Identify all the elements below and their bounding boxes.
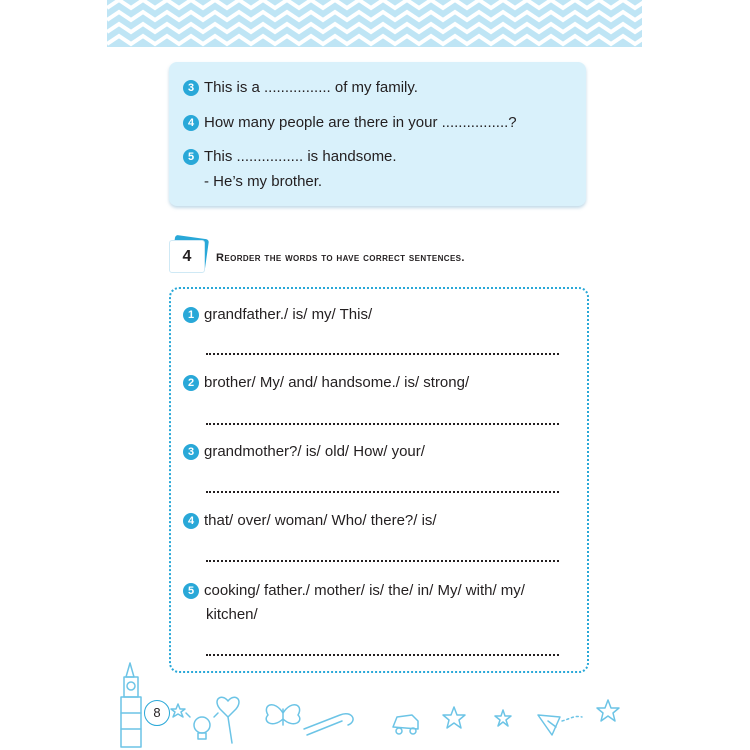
zigzag-header-band bbox=[107, 0, 642, 47]
heart-lollipop-icon bbox=[217, 697, 239, 743]
number-badge: 2 bbox=[183, 375, 199, 391]
section-number-badge bbox=[169, 237, 209, 271]
exercise-item-1 bbox=[183, 306, 372, 323]
answer-line-2[interactable] bbox=[206, 423, 559, 425]
star-icon bbox=[495, 710, 511, 726]
top-item-text: How many people are there in your ................? bbox=[204, 114, 517, 131]
section-number: 4 bbox=[169, 240, 205, 273]
answer-line-1[interactable] bbox=[206, 353, 559, 355]
exercise-item-text: cooking/ father./ mother/ is/ the/ in/ My/ with/ my/ bbox=[204, 582, 525, 599]
exercise-item-text: brother/ My/ and/ handsome./ is/ strong/ bbox=[204, 374, 470, 391]
number-badge: 5 bbox=[183, 583, 199, 599]
exercise-item-text: grandmother?/ is/ old/ How/ your/ bbox=[204, 443, 425, 460]
answer-line-3[interactable] bbox=[206, 491, 559, 493]
number-badge: 4 bbox=[183, 115, 199, 131]
exercise-item-5-cont: kitchen/ bbox=[206, 606, 258, 623]
number-badge: 5 bbox=[183, 149, 199, 165]
page-number: 8 bbox=[144, 700, 170, 726]
butterfly-icon bbox=[266, 705, 300, 725]
top-item-5 bbox=[183, 148, 397, 165]
answer-line-4[interactable] bbox=[206, 560, 559, 562]
exercise-item-4 bbox=[183, 512, 437, 529]
exercise-item-text: that/ over/ woman/ Who/ there?/ is/ bbox=[204, 512, 437, 529]
number-badge: 4 bbox=[183, 513, 199, 529]
top-item-4 bbox=[183, 114, 517, 131]
number-badge: 1 bbox=[183, 307, 199, 323]
number-badge: 3 bbox=[183, 80, 199, 96]
exercise-item-text: grandfather./ is/ my/ This/ bbox=[204, 306, 373, 323]
top-item-text: This ................ is handsome. bbox=[204, 148, 397, 165]
candy-cane-icon bbox=[304, 714, 353, 735]
top-item-5-reply: - He’s my brother. bbox=[204, 173, 323, 190]
number-badge: 3 bbox=[183, 444, 199, 460]
star-icon bbox=[171, 704, 185, 717]
paper-plane-icon bbox=[538, 715, 582, 735]
section-title: Reorder the words to have correct sentences. bbox=[216, 252, 465, 264]
exercise-item-5 bbox=[183, 582, 525, 599]
top-item-3 bbox=[183, 79, 418, 96]
star-icon bbox=[443, 707, 465, 728]
lightbulb-icon bbox=[186, 713, 218, 739]
exercise-item-2 bbox=[183, 374, 469, 391]
tower-icon bbox=[121, 663, 141, 747]
car-icon bbox=[393, 715, 418, 734]
star-icon bbox=[597, 700, 619, 721]
exercise-item-3 bbox=[183, 443, 425, 460]
footer-doodles bbox=[0, 655, 750, 750]
top-item-text: This is a ................ of my family. bbox=[204, 79, 418, 96]
